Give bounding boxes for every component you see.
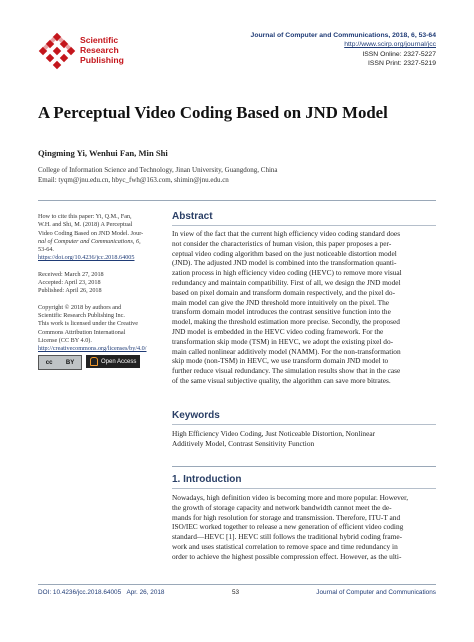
title-separator	[38, 200, 436, 201]
journal-header	[251, 31, 436, 69]
by-icon: BY	[65, 359, 75, 366]
abstract-rule	[172, 225, 436, 226]
footer-separator	[38, 584, 436, 585]
paper-title: A Perceptual Video Coding Based on JND Model	[38, 103, 388, 122]
open-lock-icon	[90, 357, 98, 366]
license-link[interactable]: http://creativecommons.org/licenses/by/4.0/	[38, 345, 147, 353]
keywords-separator	[172, 466, 436, 467]
footer-doi-date: DOI: 10.4236/jcc.2018.64005 Apr. 26, 2018	[38, 589, 165, 596]
paper-authors: Qingming Yi, Wenhui Fan, Min Shi	[38, 148, 168, 158]
affiliation-text: College of Information Science and Technology, Jinan University, Guangdong, China	[38, 166, 278, 174]
published-date: Published: April 26, 2018	[38, 287, 102, 295]
issn-print: ISSN Print: 2327-5219	[367, 60, 436, 68]
journal-url-link[interactable]: http://www.scirp.org/journal/jcc	[344, 41, 436, 49]
article-dates	[38, 271, 154, 296]
license-badges	[38, 355, 154, 370]
doi-link[interactable]: https://doi.org/10.4236/jcc.2018.64005	[38, 254, 135, 262]
keywords-heading: Keywords	[172, 410, 220, 421]
license-info: Copyright © 2018 by authors and Scientific Research Publishing Inc. This work is licensed under the Creative Commons Attribution International License (CC BY 4.0). http://creativecommons.org/licenses/by/4.0/ cc BY Open Access	[38, 304, 154, 371]
publisher-logo	[38, 32, 198, 72]
issn-online: ISSN Online: 2327-5227	[362, 50, 436, 58]
open-access-badge[interactable]: Open Access	[86, 355, 140, 368]
scirp-logo-icon	[38, 32, 76, 70]
author-affiliation	[38, 166, 278, 185]
abstract-heading: Abstract	[172, 211, 213, 222]
introduction-heading: 1. Introduction	[172, 474, 242, 485]
introduction-rule	[172, 488, 436, 489]
cc-by-badge[interactable]	[38, 355, 82, 370]
journal-citation-line: Journal of Computer and Communications, 2018, 6, 53-64	[250, 32, 436, 39]
author-emails: Email: tyqm@jnu.edu.cn, hbyc_fwh@163.com, shimin@jnu.edu.cn	[38, 175, 229, 184]
how-to-cite: How to cite this paper: Yi, Q.M., Fan, W.H. and Shi, M. (2018) A Perceptual Video Coding Based on JND Model. Jour- nal of Computer and Communications, 6, 53-64. https://doi.org/10.4236/jcc.2018.64005	[38, 213, 154, 263]
cc-icon: cc	[45, 359, 53, 366]
keywords-rule	[172, 424, 436, 425]
publisher-name: Scientific Research Publishing	[80, 35, 124, 65]
page-number: 53	[232, 589, 240, 596]
abstract-text: In view of the fact that the current high efficiency video coding standard does not consider the characteristics of human vision, this paper proposes a per- ceptual video coding algorithm based on the just noticeable distortion model (JND). The adjusted JND model is combined into the transformation quanti- zation process in high efficiency video coding (HEVC) to remove more visual redundancy and maintain compatibility. First of all, we design the JND model based on pixel domain and transform domain respectively, and the pixel do- main model can give the JND threshold more intuitively on the pixel. The transform domain model introduces the contrast sensitive function into the model, making the threshold estimation more precise. Secondly, the proposed JND model is embedded in the HEVC video coding framework. For the transformation skip mode (TSM) in HEVC, we adopt the existing pixel do- main called nonlinear additively model (NAMM). For the non-transformation skip mode (non-TSM) in HEVC, we use transform domain JND model to further reduce visual redundancy. The simulation results show that in the case of the same visual subjective quality, the algorithm can save more bitrates.	[172, 229, 402, 385]
keywords-text: High Efficiency Video Coding, Just Noticeable Distortion, Nonlinear Additively Model, Contrast Sensitivity Function	[172, 429, 376, 448]
article-info-column	[38, 213, 154, 378]
introduction-text: Nowadays, high definition video is becoming more and more popular. However, the growth of storage capacity and network bandwidth cannot meet the de- mands for high resolution for storage and transmission. Therefore, ITU-T and ISO/IEC worked together to release a new generation of efficient video coding standard—HEVC [1]. HEVC still follows the traditional hybrid coding frame- work and uses statistical correlation to remove space and time redundancy in order to achieve the highest possible compression effect. However, as the ulti-	[172, 493, 409, 561]
accepted-date: Accepted: April 23, 2018	[38, 279, 101, 287]
footer-journal-name: Journal of Computer and Communications	[316, 589, 436, 596]
received-date: Received: March 27, 2018	[38, 270, 104, 278]
